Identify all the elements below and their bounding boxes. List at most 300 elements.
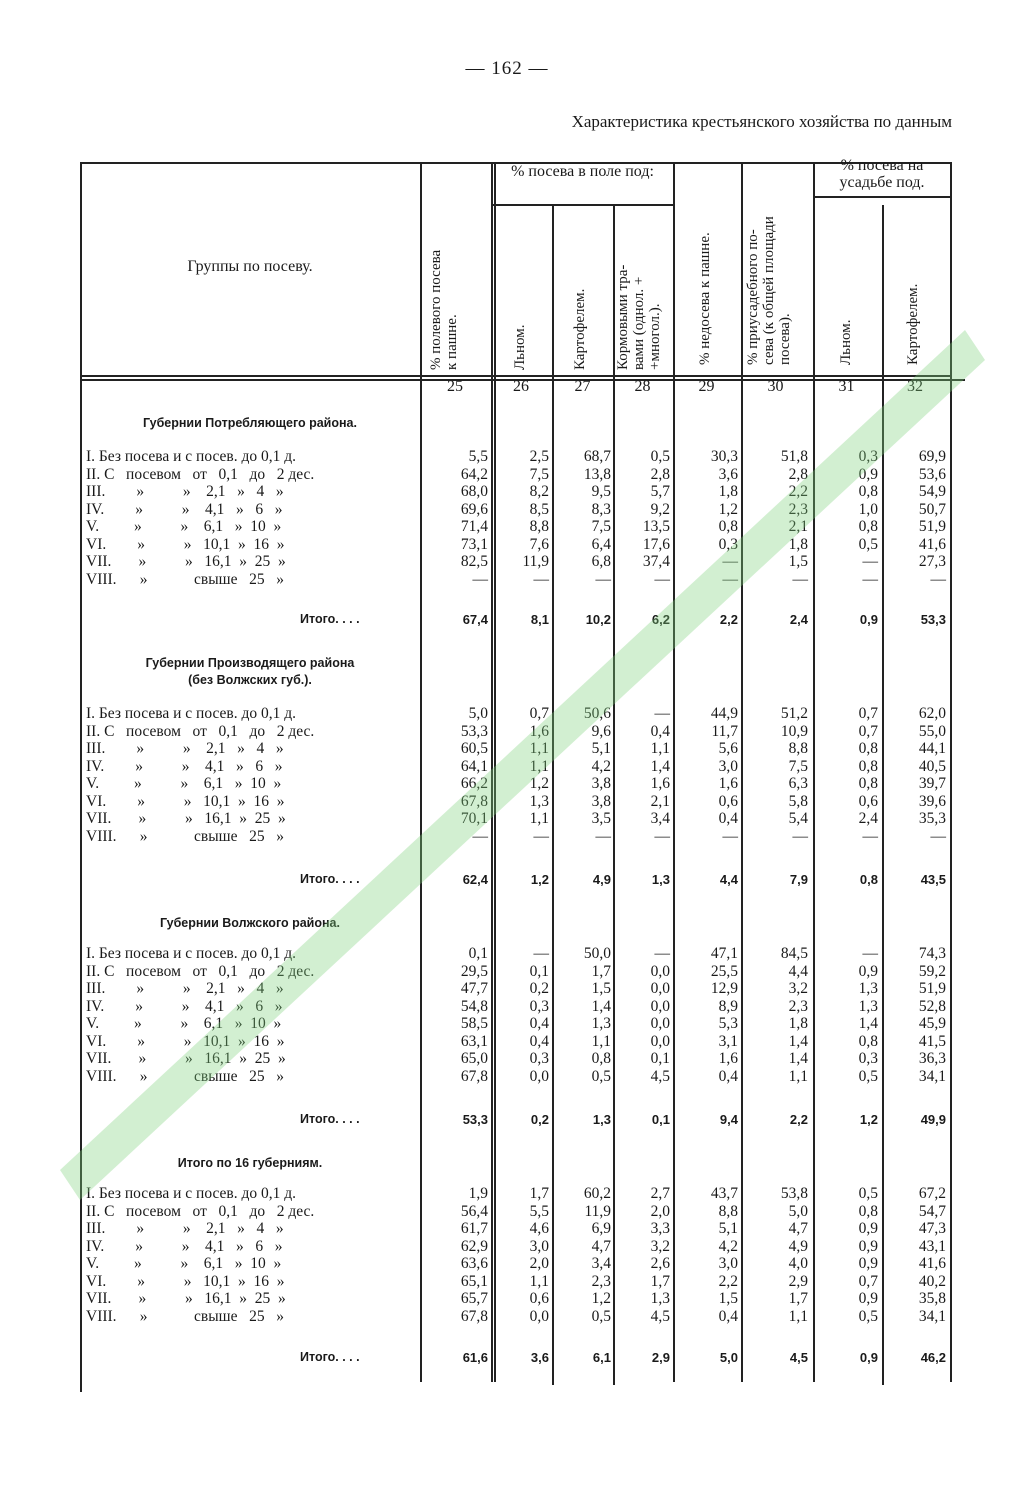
table-cell: 1,3 [529, 792, 549, 810]
table-cell: 2,0 [650, 1202, 670, 1220]
total-cell: 46,2 [920, 1350, 946, 1365]
table-cell: 9,2 [650, 500, 670, 518]
row-label: I. Без посева и с посев. до 0,1 д. [86, 705, 297, 722]
table-cell: 8,8 [788, 740, 808, 757]
header-bottom-rule [80, 375, 950, 377]
table-cell: 5,8 [788, 792, 808, 810]
table-cell: 0,4 [718, 1067, 738, 1085]
total-cell: 10,2 [585, 612, 611, 627]
groups-label: Группы по посеву. [187, 258, 313, 275]
yard-group-header: % посева на усадьбе под. [839, 157, 925, 191]
table-cell: 1,4 [650, 757, 670, 775]
table-cell: 63,6 [460, 1255, 488, 1272]
column-rule-0 [420, 162, 422, 1382]
table-cell: 44,9 [710, 705, 738, 722]
total-cell: 1,2 [859, 1112, 878, 1127]
table-cell: 0,8 [858, 518, 878, 535]
table-cell: 1,3 [858, 997, 878, 1015]
table-cell: 0,0 [650, 980, 670, 997]
table-cell: 39,7 [918, 775, 946, 792]
total-label: Итого. . . . [300, 1350, 360, 1364]
row-label: V. » » 6,1 » 10 » [86, 1015, 282, 1032]
total-cell: 0,9 [859, 612, 878, 627]
page-caption: Характеристика крестьянского хозяйства по данным [571, 112, 952, 131]
table-cell: 1,7 [788, 1290, 808, 1307]
table-cell: — [533, 945, 549, 962]
total-cell: 0,9 [859, 1350, 878, 1365]
table-cell: — [654, 705, 670, 722]
row-label: III. » » 2,1 » 4 » [86, 740, 284, 757]
table-cell: 9,5 [591, 483, 611, 500]
table-cell: 62,0 [918, 705, 946, 722]
table-cell: 5,7 [650, 483, 670, 500]
table-cell: 5,3 [718, 1015, 738, 1032]
total-cell: 1,2 [530, 872, 549, 887]
table-cell: 69,6 [460, 500, 488, 518]
table-cell: 67,8 [460, 1067, 488, 1085]
row-label: V. » » 6,1 » 10 » [86, 775, 282, 792]
page-number: — 162 — [465, 58, 549, 79]
table-cell: 1,2 [718, 500, 738, 518]
total-cell: 5,0 [719, 1350, 738, 1365]
table-cell: 0,5 [858, 535, 878, 553]
column-rule-8 [950, 162, 952, 1382]
table-cell: 3,0 [718, 1255, 738, 1272]
table-cell: 0,4 [529, 1032, 549, 1050]
table-cell: — [533, 827, 549, 845]
table-cell: 5,1 [718, 1220, 738, 1237]
table-cell: 3,4 [650, 810, 670, 827]
row-label: VIII. » свыше 25 » [86, 1307, 284, 1325]
table-cell: 2,4 [858, 810, 878, 827]
total-cell: 2,4 [789, 612, 808, 627]
table-cell: 0,7 [858, 1272, 878, 1290]
table-cell: — [595, 570, 611, 588]
total-cell: 4,5 [789, 1350, 808, 1365]
row-label: VI. » » 10,1 » 16 » [86, 1272, 285, 1290]
table-cell: — [792, 570, 808, 588]
column-rule-5 [741, 162, 743, 1382]
table-cell: 53,8 [780, 1185, 808, 1202]
table-cell: 65,1 [460, 1272, 488, 1290]
table-cell: 1,7 [650, 1272, 670, 1290]
table-cell: — [654, 570, 670, 588]
table-cell: 3,8 [591, 792, 611, 810]
table-cell: 51,9 [918, 980, 946, 997]
table-cell: 10,9 [780, 722, 808, 740]
table-cell: 37,4 [642, 553, 670, 570]
table-cell: 70,1 [460, 810, 488, 827]
table-cell: 0,0 [650, 962, 670, 980]
table-cell: 8,3 [591, 500, 611, 518]
row-label: IV. » » 4,1 » 6 » [86, 757, 283, 775]
table-cell: 11,9 [584, 1202, 611, 1220]
field-group-rule [491, 204, 673, 206]
table-cell: 34,1 [918, 1307, 946, 1325]
table-cell: 47,1 [710, 945, 738, 962]
table-cell: 1,5 [591, 980, 611, 997]
column-number: 29 [698, 378, 715, 395]
column-number: 30 [767, 378, 784, 395]
table-cell: 13,8 [583, 465, 611, 483]
total-cell: 49,9 [920, 1112, 946, 1127]
table-cell: 1,1 [529, 810, 549, 827]
table-cell: 0,7 [529, 705, 549, 722]
table-cell: 0,0 [650, 997, 670, 1015]
table-cell: 4,9 [788, 1237, 808, 1255]
row-label: I. Без посева и с посев. до 0,1 д. [86, 448, 297, 465]
table-cell: 55,0 [918, 722, 946, 740]
total-cell: 61,6 [462, 1350, 488, 1365]
table-cell: 5,5 [468, 448, 488, 465]
table-cell: 53,6 [918, 465, 946, 483]
table-cell: 0,6 [718, 792, 738, 810]
table-cell: 56,4 [460, 1202, 488, 1220]
table-cell: 1,6 [650, 775, 670, 792]
table-cell: 5,6 [718, 740, 738, 757]
table-cell: 4,2 [718, 1237, 738, 1255]
table-cell: 6,8 [591, 553, 611, 570]
table-cell: 54,9 [918, 483, 946, 500]
total-cell: 6,1 [592, 1350, 611, 1365]
table-cell: 51,2 [780, 705, 808, 722]
table-cell: 60,5 [460, 740, 488, 757]
table-cell: 1,4 [788, 1032, 808, 1050]
table-cell: 0,5 [858, 1307, 878, 1325]
row-label: IV. » » 4,1 » 6 » [86, 500, 283, 518]
table-cell: 66,2 [460, 775, 488, 792]
row-label: VII. » » 16,1 » 25 » [86, 1050, 286, 1067]
row-label: II. С посевом от 0,1 до 2 дес. [86, 962, 315, 980]
table-cell: 1,4 [788, 1050, 808, 1067]
row-label: VIII. » свыше 25 » [86, 827, 284, 845]
table-cell: 65,7 [460, 1290, 488, 1307]
table-cell: 0,9 [858, 1220, 878, 1237]
total-cell: 0,8 [859, 872, 878, 887]
table-cell: 12,9 [710, 980, 738, 997]
table-cell: 4,2 [591, 757, 611, 775]
table-cell: 41,6 [918, 1255, 946, 1272]
table-cell: 69,9 [918, 448, 946, 465]
table-cell: 8,8 [529, 518, 549, 535]
table-cell: 39,6 [918, 792, 946, 810]
table-cell: 0,4 [718, 810, 738, 827]
row-label: III. » » 2,1 » 4 » [86, 1220, 284, 1237]
table-cell: 2,7 [650, 1185, 670, 1202]
table-cell: — [722, 827, 738, 845]
table-cell: 4,5 [650, 1067, 670, 1085]
col-32-header: Картофелем. [905, 283, 921, 365]
total-cell: 43,5 [920, 872, 946, 887]
table-cell: 4,6 [529, 1220, 549, 1237]
total-cell: 53,3 [462, 1112, 488, 1127]
table-cell: 3,4 [591, 1255, 611, 1272]
row-label: VIII. » свыше 25 » [86, 570, 284, 588]
table-cell: 0,0 [529, 1307, 549, 1325]
table-cell: 45,9 [918, 1015, 946, 1032]
col-28-header: Кормовыми тра- вами (однол. + +многол.). [615, 264, 663, 370]
table-cell: 13,5 [642, 518, 670, 535]
table-cell: 53,3 [460, 722, 488, 740]
total-cell: 3,6 [530, 1350, 549, 1365]
table-cell: 1,7 [591, 962, 611, 980]
table-cell: 61,7 [460, 1220, 488, 1237]
table-cell: 2,8 [788, 465, 808, 483]
table-cell: 0,3 [529, 997, 549, 1015]
table-cell: 1,4 [591, 997, 611, 1015]
row-label: VII. » » 16,1 » 25 » [86, 1290, 286, 1307]
table-cell: 4,0 [788, 1255, 808, 1272]
table-cell: — [930, 570, 946, 588]
column-rule-6 [813, 162, 815, 1382]
table-cell: 1,4 [858, 1015, 878, 1032]
table-cell: — [862, 570, 878, 588]
column-number: 26 [513, 378, 529, 395]
table-cell: 0,9 [858, 1237, 878, 1255]
field-group-header: % посева в поле под: [511, 163, 654, 180]
table-cell: — [930, 827, 946, 845]
table-cell: 9,6 [591, 722, 611, 740]
table-cell: 0,8 [858, 740, 878, 757]
table-cell: 4,4 [788, 962, 808, 980]
table-cell: 11,7 [711, 722, 738, 740]
table-cell: 1,7 [529, 1185, 549, 1202]
table-cell: 0,3 [858, 1050, 878, 1067]
table-cell: — [472, 827, 488, 845]
total-cell: 7,9 [789, 872, 808, 887]
table-cell: 0,8 [858, 757, 878, 775]
table-cell: 41,5 [918, 1032, 946, 1050]
section-title: Губернии Волжского района. [160, 916, 340, 930]
table-cell: 62,9 [460, 1237, 488, 1255]
table-cell: 4,5 [650, 1307, 670, 1325]
column-number: 32 [907, 378, 923, 395]
table-cell: 84,5 [780, 945, 808, 962]
table-cell: 1,8 [788, 535, 808, 553]
table-cell: 1,6 [718, 1050, 738, 1067]
table-cell: 1,3 [650, 1290, 670, 1307]
table-cell: 0,4 [650, 722, 670, 740]
table-cell: 0,6 [529, 1290, 549, 1307]
table-cell: 50,6 [583, 705, 611, 722]
table-cell: 2,6 [650, 1255, 670, 1272]
table-cell: 63,1 [460, 1032, 488, 1050]
table-cell: 3,0 [529, 1237, 549, 1255]
table-cell: — [862, 553, 878, 570]
table-cell: 0,5 [858, 1067, 878, 1085]
table-cell: 0,3 [529, 1050, 549, 1067]
table-cell: 5,5 [529, 1202, 549, 1220]
row-label: VII. » » 16,1 » 25 » [86, 553, 286, 570]
column-number: 27 [574, 378, 591, 395]
total-cell: 9,4 [719, 1112, 738, 1127]
table-cell: 7,5 [591, 518, 611, 535]
table-cell: — [862, 945, 878, 962]
row-label: VII. » » 16,1 » 25 » [86, 810, 286, 827]
table-cell: 52,8 [918, 997, 946, 1015]
table-cell: 1,3 [591, 1015, 611, 1032]
table-cell: 68,0 [460, 483, 488, 500]
table-cell: 2,9 [788, 1272, 808, 1290]
table-cell: 43,7 [710, 1185, 738, 1202]
table-cell: 4,7 [788, 1220, 808, 1237]
table-cell: — [722, 570, 738, 588]
total-cell: 0,2 [530, 1112, 549, 1127]
table-cell: 1,2 [591, 1290, 611, 1307]
total-cell: 2,2 [719, 612, 738, 627]
table-cell: 29,5 [460, 962, 488, 980]
total-cell: 2,9 [651, 1350, 670, 1365]
col-26-header: Льном. [512, 324, 528, 370]
table-cell: 64,2 [460, 465, 488, 483]
table-cell: 1,1 [788, 1067, 808, 1085]
table-cell: 0,9 [858, 962, 878, 980]
total-label: Итого. . . . [300, 872, 360, 886]
table-cell: 0,5 [650, 448, 670, 465]
total-cell: 4,9 [592, 872, 611, 887]
table-cell: 5,1 [591, 740, 611, 757]
table-cell: 5,0 [468, 705, 488, 722]
table-cell: 0,4 [718, 1307, 738, 1325]
table-cell: 17,6 [642, 535, 670, 553]
section-title: Итого по 16 губерниям. [177, 1156, 323, 1170]
table-cell: 1,0 [858, 500, 878, 518]
table-cell: 7,5 [529, 465, 549, 483]
table-cell: 0,3 [858, 448, 878, 465]
table-cell: 2,2 [788, 483, 808, 500]
table-cell: 27,3 [918, 553, 946, 570]
table-cell: 8,8 [718, 1202, 738, 1220]
table-cell: 0,8 [591, 1050, 611, 1067]
row-label: II. С посевом от 0,1 до 2 дес. [86, 1202, 315, 1220]
table-cell: 1,3 [858, 980, 878, 997]
row-label: V. » » 6,1 » 10 » [86, 1255, 282, 1272]
table-cell: 3,0 [718, 757, 738, 775]
col-31-header: Льном. [838, 319, 854, 365]
table-cell: 4,7 [591, 1237, 611, 1255]
table-cell: 67,2 [918, 1185, 946, 1202]
table-cell: 3,6 [718, 465, 738, 483]
table-cell: 68,7 [583, 448, 611, 465]
table-cell: 7,6 [529, 535, 549, 553]
table-cell: 58,5 [460, 1015, 488, 1032]
total-cell: 4,4 [719, 872, 738, 887]
table-cell: 74,3 [918, 945, 946, 962]
table-cell: — [862, 827, 878, 845]
table-cell: 1,1 [529, 1272, 549, 1290]
table-cell: 35,8 [918, 1290, 946, 1307]
table-cell: 0,8 [858, 483, 878, 500]
table-cell: — [722, 553, 738, 570]
table-cell: 1,6 [529, 722, 549, 740]
total-cell: 1,3 [651, 872, 670, 887]
table-cell: 0,8 [858, 775, 878, 792]
row-label: III. » » 2,1 » 4 » [86, 483, 284, 500]
col-29-header: % недосева к пашне. [697, 232, 713, 365]
table-cell: 8,9 [718, 997, 738, 1015]
table-cell: 0,5 [858, 1185, 878, 1202]
table-cell: 0,8 [858, 1202, 878, 1220]
table-cell: 2,3 [788, 997, 808, 1015]
table-cell: 6,4 [591, 535, 611, 553]
total-cell: 8,1 [530, 612, 549, 627]
table-cell: 64,1 [460, 757, 488, 775]
table-cell: 0,2 [529, 980, 549, 997]
table-cell: 51,9 [918, 518, 946, 535]
table-cell: 5,0 [788, 1202, 808, 1220]
table-cell: 3,2 [650, 1237, 670, 1255]
table-cell: 65,0 [460, 1050, 488, 1067]
col-27-header: Картофелем. [572, 288, 588, 370]
row-label: II. С посевом от 0,1 до 2 дес. [86, 722, 315, 740]
table-cell: 0,9 [858, 1290, 878, 1307]
total-cell: 2,2 [789, 1112, 808, 1127]
table-cell: 47,3 [918, 1220, 946, 1237]
row-label: VI. » » 10,1 » 16 » [86, 535, 285, 553]
table-cell: 43,1 [918, 1237, 946, 1255]
table-cell: 71,4 [460, 518, 488, 535]
table-cell: 1,1 [788, 1307, 808, 1325]
column-number: 28 [634, 378, 651, 395]
table-cell: 0,9 [858, 465, 878, 483]
table-cell: 0,8 [858, 1032, 878, 1050]
table-cell: 1,5 [718, 1290, 738, 1307]
table-cell: — [792, 827, 808, 845]
table-cell: 3,1 [718, 1032, 738, 1050]
table-cell: 3,3 [650, 1220, 670, 1237]
table-cell: 35,3 [918, 810, 946, 827]
row-label: IV. » » 4,1 » 6 » [86, 997, 283, 1015]
table-cell: 0,8 [718, 518, 738, 535]
table-cell: 1,1 [650, 740, 670, 757]
table-cell: 40,5 [918, 757, 946, 775]
table-cell: 8,5 [529, 500, 549, 518]
table-cell: 6,9 [591, 1220, 611, 1237]
table-cell: 2,3 [788, 500, 808, 518]
table-cell: 44,1 [918, 740, 946, 757]
col-30-header: % приусадебного по- сева (к общей площади посева). [745, 216, 793, 365]
row-label: IV. » » 4,1 » 6 » [86, 1237, 283, 1255]
table-cell: 36,3 [918, 1050, 946, 1067]
table-cell: 51,8 [780, 448, 808, 465]
table-cell: 82,5 [460, 553, 488, 570]
table-cell: 50,7 [918, 500, 946, 518]
table-cell: 0,5 [591, 1067, 611, 1085]
table-left-rule [80, 162, 82, 1392]
table-cell: 40,2 [918, 1272, 946, 1290]
total-cell: 6,2 [651, 612, 670, 627]
table-cell: 0,5 [591, 1307, 611, 1325]
table-cell: 0,6 [858, 792, 878, 810]
row-label: V. » » 6,1 » 10 » [86, 518, 282, 535]
total-cell: 53,3 [920, 612, 946, 627]
table-cell: 73,1 [460, 535, 488, 553]
row-label: VI. » » 10,1 » 16 » [86, 1032, 285, 1050]
total-cell: 67,4 [462, 612, 488, 627]
table-cell: 1,2 [529, 775, 549, 792]
total-label: Итого. . . . [300, 1112, 360, 1126]
table-cell: — [654, 945, 670, 962]
table-cell: 7,5 [788, 757, 808, 775]
total-cell: 0,1 [651, 1112, 670, 1127]
table-cell: 1,1 [529, 740, 549, 757]
table-cell: 1,1 [591, 1032, 611, 1050]
table-cell: 50,0 [583, 945, 611, 962]
total-cell: 62,4 [462, 872, 488, 887]
table-cell: 0,0 [650, 1015, 670, 1032]
table-cell: 3,5 [591, 810, 611, 827]
table-cell: 11,9 [522, 553, 549, 570]
